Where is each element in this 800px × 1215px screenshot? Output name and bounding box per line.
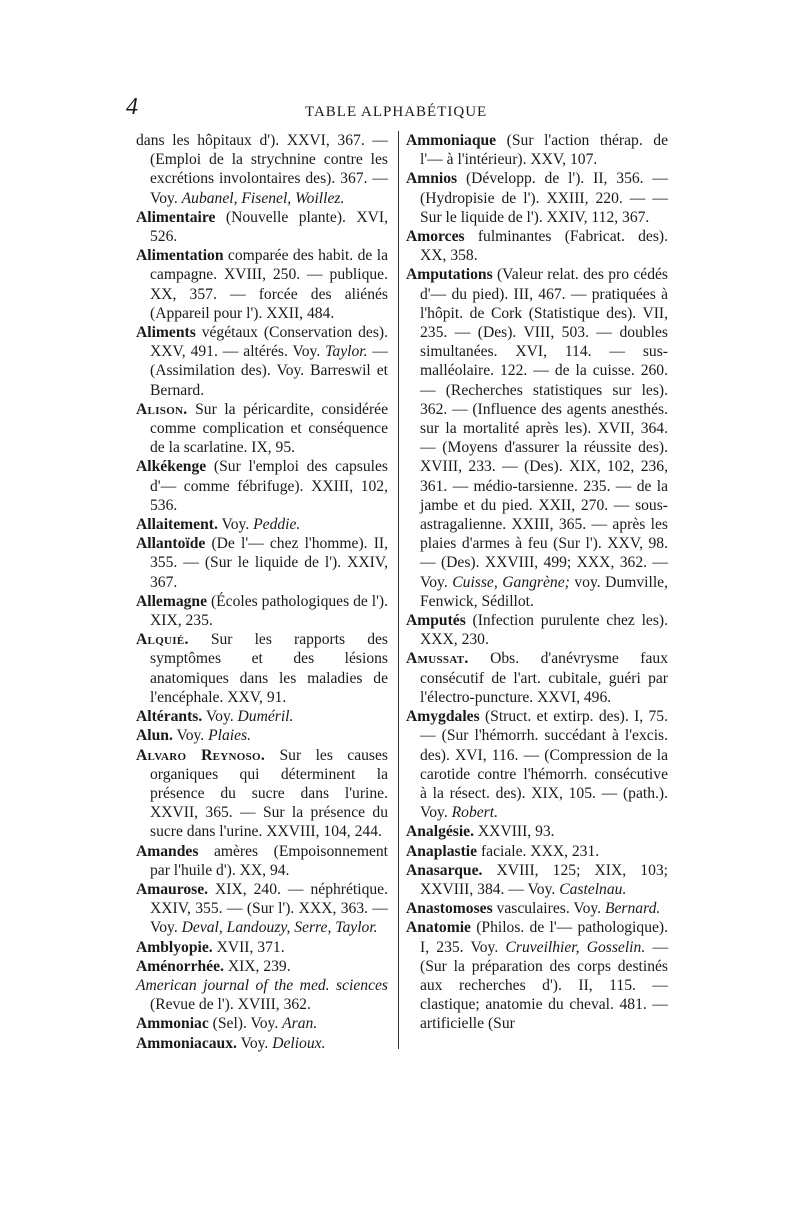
entry-body: (De l'— chez l'homme). II, 355. — (Sur le liquide de l'). XXIV, 367.	[150, 535, 389, 591]
entry-headword: Amaurose.	[136, 880, 209, 898]
index-entry	[406, 822, 668, 841]
entry-body: (Nouvelle plante). XVI, 526.	[150, 208, 388, 246]
index-entry	[406, 611, 668, 649]
entry-body: XIX, 240. — néphrétique. XXIV, 355. — (Sur l'). XXX, 363. — Voy.	[150, 880, 388, 937]
entry-headword: Anatomie	[406, 919, 471, 937]
entry-headword: Anaplastie	[406, 842, 478, 860]
entry-headword: Amblyopie.	[136, 938, 213, 956]
running-head: TABLE ALPHABÉTIQUE	[305, 104, 488, 120]
entry-body: Obs. d'anévrysme faux consécutif de l'art. cubitale, guéri par l'électro-puncture. XXVI, 496.	[420, 650, 668, 706]
entry-body: XVIII, 125; XIX, 103; XXVIII, 384. — Voy.	[420, 861, 668, 898]
index-entry	[136, 880, 388, 938]
entry-body: (Infection purulente chez les). XXX, 230.	[420, 612, 668, 649]
entry-body: faciale. XXX, 231.	[480, 842, 600, 860]
entry-body: Sur la péricardite, considérée comme complication et conséquence de la scarlatine. IX, 95.	[150, 400, 388, 457]
entry-headword: Amputations	[406, 266, 493, 284]
index-entry	[136, 1034, 388, 1053]
entry-headword: Amygdales	[406, 708, 480, 726]
column-rule	[398, 131, 399, 1049]
entry-reference-names: Plaies.	[208, 727, 251, 745]
right-column	[406, 131, 668, 1034]
left-column	[136, 131, 388, 1053]
entry-body: Sur les rapports des symptômes et des lésions anatomiques dans les maladies de l'encéphale. XXV, 91.	[150, 631, 388, 706]
index-entry	[136, 957, 388, 976]
entry-headword: Ammoniacaux.	[136, 1034, 237, 1052]
index-entry	[406, 918, 668, 1033]
entry-body: XVII, 371.	[216, 938, 285, 956]
entry-headword: Amussat.	[406, 650, 469, 668]
index-entry	[136, 246, 388, 323]
entry-body: Voy.	[205, 708, 234, 726]
index-entry	[136, 707, 388, 726]
entry-body: (Sur l'emploi des capsules d'— comme fébrifuge). XXIII, 102, 536.	[150, 458, 388, 514]
entry-headword: Alquié.	[136, 631, 189, 649]
entry-body: Sur les causes organiques qui déterminent la présence du sucre dans l'urine. XXVII, 365. — Sur la présence du sucre dans l'urine. XXVIII, 104, 244.	[150, 746, 388, 841]
index-entry	[136, 630, 388, 707]
entry-headword: Allantoïde	[136, 535, 206, 553]
entry-reference-names: Cuisse, Gangrène;	[452, 573, 570, 591]
entry-body: (Valeur relat. des pro cédés d'— du pied). III, 467. — pratiquées à l'hôpit. de Cork (Statistique des). VII, 235. — (Des). VIII, 503. — doubles simultanées. XVI, 114. — sus-malléolaire. 122. — de la cuisse. 260. — (Recherches statistiques sur les). 362. — (Influence des agents anesthés. sur la mortalité après les). XVII, 364. — (Moyens d'assurer la réussite des). XVIII, 233. — (Des). XIX, 102, 236, 361. — médio-tarsienne. 235. — de la jambe et du pied. XXII, 270. — sous-astragalienne. XXIII, 365. — après les plaies d'armes à feu (Sur l'). XXV, 98. — (Des). XXVIII, 499; XXX, 362. — Voy.	[420, 266, 668, 591]
entry-body: (Développ. de l'). II, 356. — (Hydropisie de l'). XXIII, 220. — — Sur le liquide de l'). XXIV, 112, 367.	[420, 170, 668, 226]
entry-body: (Écoles pathologiques de l'). XIX, 235.	[150, 592, 388, 630]
entry-body: Voy.	[176, 727, 205, 745]
entry-headword: Aménorrhée.	[136, 957, 224, 975]
entry-headword: Amputés	[406, 612, 466, 630]
entry-reference-names: Cruveilhier, Gosselin.	[505, 938, 646, 956]
entry-reference-names: Robert.	[451, 804, 498, 822]
index-entry	[136, 1014, 388, 1033]
entry-body: végétaux (Conservation des). XXV, 491. — altérés. Voy.	[150, 324, 388, 361]
entry-body: comparée des habit. de la campagne. XVIII, 250. — publique. XX, 357. — forcée des aliénés (Appareil pour l'). XXII, 484.	[150, 247, 388, 322]
entry-body: (Struct. et extirp. des). I, 75. — (Sur l'hémorrh. succédant à l'excis. des). XVI, 116. — (Compression de la carotide contre l'hémorrh. consécutive à la résect. des). XIX, 105. — (path.). Voy.	[420, 708, 668, 822]
entry-tail: — (Assimilation des). Voy. Barreswil et Bernard.	[150, 343, 389, 399]
index-entry	[136, 457, 388, 515]
entry-reference-names: Delioux.	[272, 1034, 326, 1052]
page-number: 4	[126, 94, 138, 120]
index-entry	[136, 726, 388, 745]
index-entry	[406, 899, 668, 918]
entry-reference-names: Bernard.	[604, 900, 661, 918]
entry-reference-names: Peddie.	[253, 516, 301, 534]
entry-headword: Allemagne	[136, 592, 208, 610]
entry-reference-names: Duméril.	[237, 708, 294, 726]
entry-body: vasculaires. Voy.	[496, 900, 602, 918]
entry-body: Voy.	[221, 516, 250, 534]
index-entry	[406, 131, 668, 169]
entry-reference-names: Aubanel, Fisenel, Woillez.	[181, 189, 345, 207]
entry-reference-names: Deval, Landouzy, Serre, Taylor.	[181, 919, 378, 937]
entry-headword: Alison.	[136, 400, 188, 418]
entry-headword: Ammoniaque	[406, 132, 497, 149]
index-entry	[406, 265, 668, 611]
index-entry	[136, 842, 388, 880]
index-entry	[136, 976, 388, 1014]
entry-headword: Amorces	[406, 228, 465, 246]
index-entry	[136, 208, 388, 246]
entry-headword: Alvaro Reynoso.	[136, 746, 266, 764]
index-entry	[136, 323, 388, 400]
index-entry	[406, 861, 668, 899]
entry-tail: voy. Dumville, Fenwick, Sédillot.	[420, 573, 668, 610]
entry-reference-names: Castelnau.	[559, 880, 627, 898]
entry-body: (Philos. de l'— pathologique). I, 235. Voy.	[420, 919, 668, 956]
entry-body: dans les hôpitaux d'). XXVI, 367. — (Emploi de la strychnine contre les excrétions involontaires des). 367. — Voy.	[136, 132, 388, 207]
entry-body: XIX, 239.	[227, 957, 291, 975]
entry-headword: Allaitement.	[136, 516, 218, 534]
index-entry	[136, 515, 388, 534]
entry-headword: Alun.	[136, 727, 173, 745]
entry-headword: Alimentation	[136, 247, 224, 265]
index-entry	[406, 842, 668, 861]
entry-headword: Ammoniac	[136, 1015, 209, 1033]
index-entry	[136, 400, 388, 458]
entry-body: Voy.	[240, 1034, 269, 1052]
index-entry	[406, 649, 668, 707]
entry-headword: Analgésie.	[406, 823, 475, 841]
index-entry	[136, 592, 388, 630]
index-entry	[136, 746, 388, 842]
entry-reference-names: American journal of the med. sciences	[136, 976, 388, 994]
entry-headword: Altérants.	[136, 708, 203, 726]
entry-headword: Aliments	[136, 324, 196, 342]
entry-tail: — (Sur la préparation des corps destinés aux recherches d'). II, 115. — clastique; anatomie du cheval. 481. — artificielle (Sur	[420, 938, 669, 1033]
index-entry	[406, 707, 668, 822]
entry-body: (Sel). Voy.	[212, 1015, 279, 1033]
index-entry	[136, 938, 388, 957]
index-entry	[136, 131, 388, 208]
entry-body: amères (Empoisonnement par l'huile d'). XX, 94.	[150, 842, 388, 879]
index-entry	[406, 227, 668, 265]
entry-headword: Anasarque.	[406, 861, 483, 879]
entry-body: fulminantes (Fabricat. des). XX, 358.	[420, 228, 668, 265]
entry-tail: (Revue de l'). XVIII, 362.	[150, 996, 311, 1014]
entry-body: XXVIII, 93.	[477, 823, 555, 841]
entry-headword: Alkékenge	[136, 458, 207, 476]
index-entry	[406, 169, 668, 227]
index-entry	[136, 534, 388, 592]
entry-headword: Alimentaire	[136, 208, 216, 226]
entry-headword: Anastomoses	[406, 900, 493, 918]
entry-reference-names: Aran.	[282, 1015, 318, 1033]
entry-body: (Sur l'action thérap. de l'— à l'intérieur). XXV, 107.	[420, 132, 669, 169]
entry-headword: Amandes	[136, 842, 199, 860]
entry-headword: Amnios	[406, 170, 458, 188]
entry-reference-names: Taylor.	[325, 343, 368, 361]
